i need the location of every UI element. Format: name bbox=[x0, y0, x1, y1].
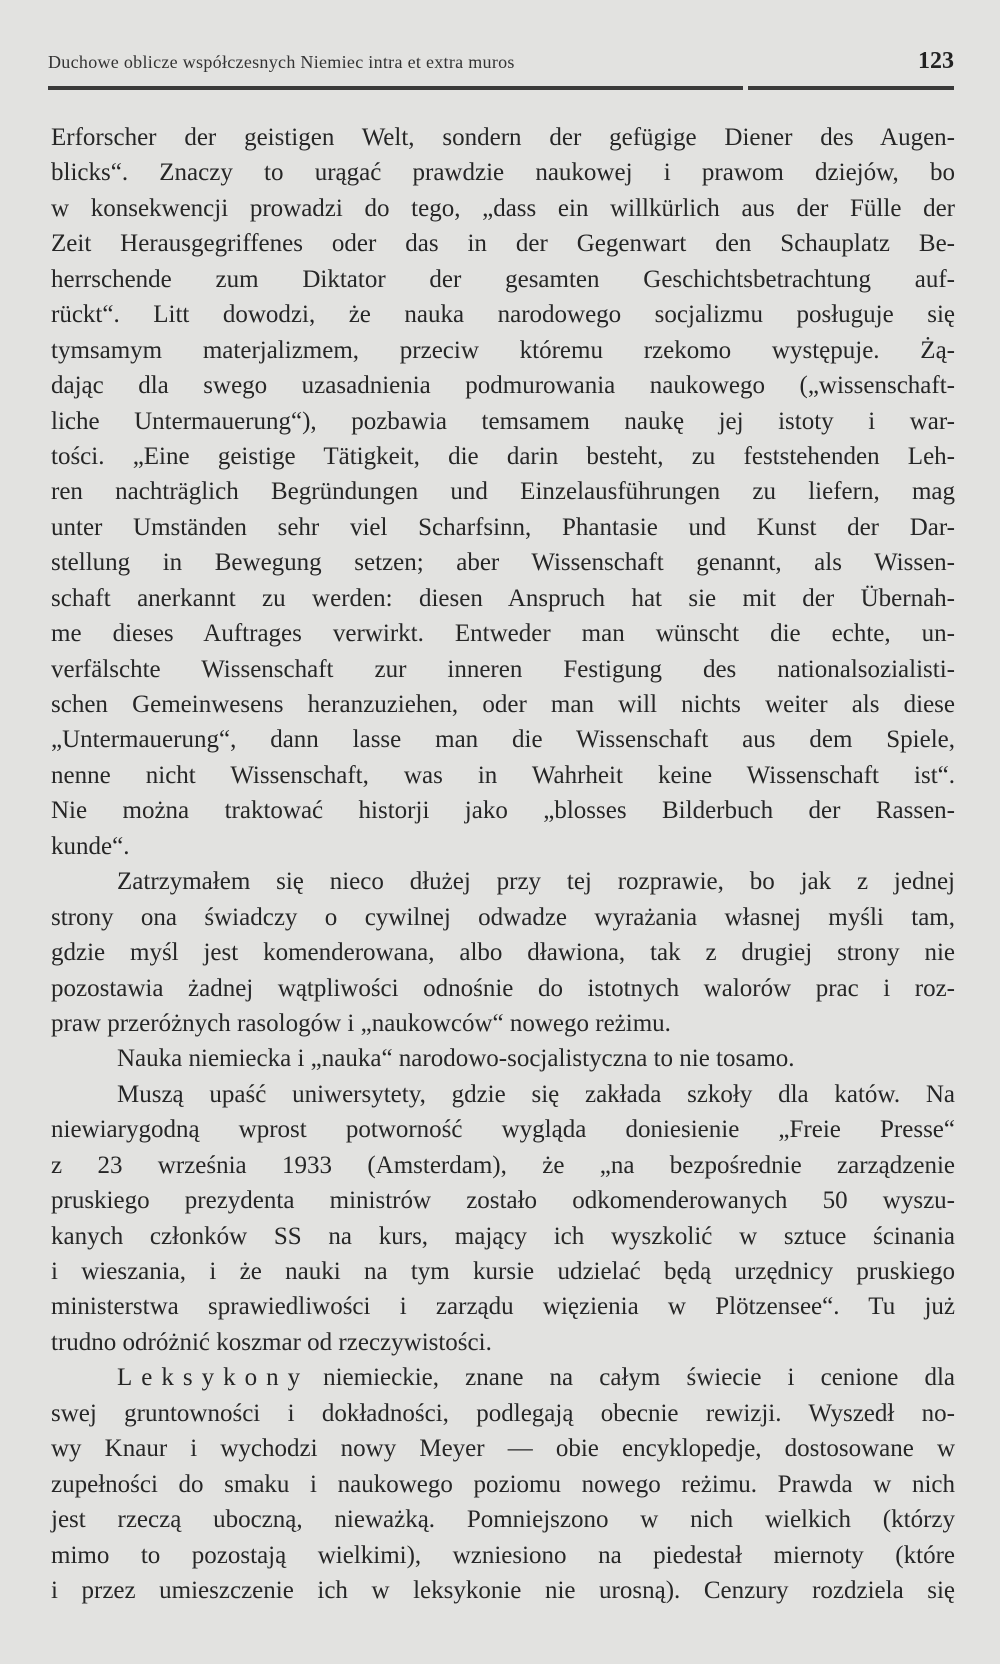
text-line bbox=[51, 297, 955, 332]
line-text: Muszą upaść uniwersytety, gdzie się zakłada szkoły dla katów. Na bbox=[117, 1080, 955, 1108]
text-line bbox=[51, 368, 955, 403]
line-text: i przez umieszczenie ich w leksykonie nie urosną). Cenzury rozdziela się bbox=[51, 1576, 955, 1604]
line-text: ren nachträglich Begründungen und Einzelausführungen zu liefern, mag bbox=[51, 478, 955, 506]
line-text: kunde“. bbox=[51, 832, 130, 860]
line-text: i wieszania, i że nauki na tym kursie udzielać będą urzędnicy pruskiego bbox=[51, 1258, 955, 1285]
text-line bbox=[51, 1148, 955, 1183]
line-text: Nauka niemiecka i „nauka“ narodowo-socjalistyczna to nie tosamo. bbox=[117, 1045, 795, 1073]
line-text: rückt“. Litt dowodzi, że nauka narodowego socjalizmu posługuje się bbox=[51, 301, 955, 329]
text-line bbox=[51, 439, 955, 474]
line-text: pruskiego prezydenta ministrów zostało odkomenderowanych 50 wyszu- bbox=[51, 1187, 955, 1215]
text-line bbox=[51, 1325, 955, 1360]
line-text: w konsekwencji prowadzi do tego, „dass ein willkürlich aus der Fülle der bbox=[51, 194, 955, 222]
line-text: „Untermauerung“, dann lasse man die Wissenschaft aus dem Spiele, bbox=[51, 726, 955, 754]
text-line bbox=[51, 652, 955, 687]
line-text: pozostawia żadnej wątpliwości odnośnie do istotnych walorów prac i roz- bbox=[51, 974, 955, 1002]
text-line bbox=[51, 1254, 955, 1289]
running-title: Duchowe oblicze współczesnych Niemiec intra et extra muros bbox=[48, 52, 515, 72]
text-line bbox=[51, 1467, 955, 1502]
text-line bbox=[51, 333, 955, 368]
line-text: schen Gemeinwesens heranzuziehen, oder man will nichts weiter als diese bbox=[51, 691, 955, 718]
line-text: liche Untermauerung“), pozbawia temsamem naukę jej istoty i war- bbox=[51, 407, 955, 435]
line-text: Zatrzymałem się nieco dłużej przy tej rozprawie, bo jak z jednej bbox=[117, 868, 955, 896]
text-line bbox=[51, 1219, 955, 1254]
text-line bbox=[51, 1041, 955, 1076]
line-text: me dieses Auftrages verwirkt. Entweder man wünscht die echte, un- bbox=[51, 620, 955, 648]
text-line bbox=[51, 971, 955, 1006]
line-text: dając dla swego uzasadnienia podmurowania naukowego („wissenschaft- bbox=[51, 372, 955, 400]
text-line bbox=[51, 155, 955, 190]
line-text: tości. „Eine geistige Tätigkeit, die darin besteht, zu feststehenden Leh- bbox=[51, 442, 955, 470]
line-text: gdzie myśl jest komenderowana, albo dławiona, tak z drugiej strony nie bbox=[51, 939, 955, 967]
line-text: Nie można traktować historji jako „blosses Bilderbuch der Rassen- bbox=[51, 797, 955, 825]
text-line bbox=[51, 474, 955, 509]
text-line bbox=[51, 1431, 955, 1466]
line-text: stellung in Bewegung setzen; aber Wissenschaft genannt, als Wissen- bbox=[51, 549, 955, 577]
page-number: 123 bbox=[918, 48, 954, 74]
text-line bbox=[51, 864, 955, 899]
line-text: jest rzeczą uboczną, nieważką. Pomniejszono w nich wielkich (którzy bbox=[51, 1506, 955, 1534]
spaced-word: Leksykony bbox=[117, 1364, 310, 1392]
text-line bbox=[51, 1360, 955, 1395]
text-line bbox=[51, 829, 955, 864]
text-line bbox=[51, 722, 955, 757]
line-text: Zeit Herausgegriffenes oder das in der Gegenwart den Schauplatz Be- bbox=[51, 230, 955, 258]
line-text: z 23 września 1933 (Amsterdam), że „na bezpośrednie zarządzenie bbox=[51, 1151, 955, 1179]
line-text: Erforscher der geistigen Welt, sondern der gefügige Diener des Augen- bbox=[51, 124, 955, 151]
text-line bbox=[51, 1183, 955, 1218]
text-line bbox=[51, 935, 955, 970]
header-rule bbox=[748, 86, 954, 90]
text-line bbox=[51, 616, 955, 651]
line-text: praw przeróżnych rasologów i „naukowców“ nowego reżimu. bbox=[51, 1009, 671, 1037]
line-text: unter Umständen sehr viel Scharfsinn, Phantasie und Kunst der Dar- bbox=[51, 513, 955, 541]
text-line bbox=[51, 1112, 955, 1147]
text-line bbox=[51, 545, 955, 580]
text-line bbox=[51, 758, 955, 793]
line-text: ministerstwa sprawiedliwości i zarządu więzienia w Plötzensee“. Tu już bbox=[51, 1293, 955, 1321]
line-text: niemieckie, znane na całym świecie i cenione dla bbox=[323, 1364, 955, 1392]
line-text: blicks“. Znaczy to urągać prawdzie naukowej i prawom dziejów, bo bbox=[51, 159, 955, 187]
line-text: zupełności do smaku i naukowego poziomu nowego reżimu. Prawda w nich bbox=[51, 1470, 955, 1498]
text-line bbox=[51, 1289, 955, 1324]
line-text: herrschende zum Diktator der gesamten Geschichtsbetrachtung auf- bbox=[51, 265, 955, 293]
body-text bbox=[51, 120, 955, 1608]
text-line bbox=[51, 226, 955, 261]
header-rule bbox=[48, 86, 743, 90]
text-line bbox=[51, 262, 955, 297]
line-text: nenne nicht Wissenschaft, was in Wahrheit keine Wissenschaft ist“. bbox=[51, 761, 955, 789]
text-line bbox=[51, 1502, 955, 1537]
line-text: swej gruntowności i dokładności, podlegają obecnie rewizji. Wyszedł no- bbox=[51, 1399, 955, 1427]
text-line bbox=[51, 581, 955, 616]
text-line bbox=[51, 510, 955, 545]
text-line bbox=[51, 1573, 955, 1608]
text-line bbox=[51, 404, 955, 439]
text-line bbox=[51, 687, 955, 722]
line-text: verfälschte Wissenschaft zur inneren Festigung des nationalsozialisti- bbox=[51, 655, 955, 683]
line-text: tymsamym materjalizmem, przeciw któremu rzekomo występuje. Żą- bbox=[51, 336, 955, 364]
text-line bbox=[51, 120, 955, 155]
text-line bbox=[51, 793, 955, 828]
line-text: trudno odróżnić koszmar od rzeczywistości. bbox=[51, 1328, 492, 1356]
text-line bbox=[51, 191, 955, 226]
text-line bbox=[51, 1538, 955, 1573]
line-text: schaft anerkannt zu werden: diesen Anspruch hat sie mit der Übernah- bbox=[51, 584, 955, 612]
text-line bbox=[51, 1006, 955, 1041]
line-text: wy Knaur i wychodzi nowy Meyer — obie encyklopedje, dostosowane w bbox=[51, 1435, 955, 1463]
text-line bbox=[51, 1077, 955, 1112]
line-text: kanych członków SS na kurs, mający ich wyszkolić w sztuce ścinania bbox=[51, 1222, 955, 1250]
page-header bbox=[48, 48, 954, 78]
text-line bbox=[51, 1396, 955, 1431]
line-text: strony ona świadczy o cywilnej odwadze wyrażania własnej myśli tam, bbox=[51, 903, 955, 931]
line-text: niewiarygodną wprost potworność wygląda doniesienie „Freie Presse“ bbox=[51, 1116, 955, 1144]
line-text: mimo to pozostają wielkimi), wzniesiono na piedestał miernoty (które bbox=[51, 1541, 955, 1569]
text-line bbox=[51, 900, 955, 935]
